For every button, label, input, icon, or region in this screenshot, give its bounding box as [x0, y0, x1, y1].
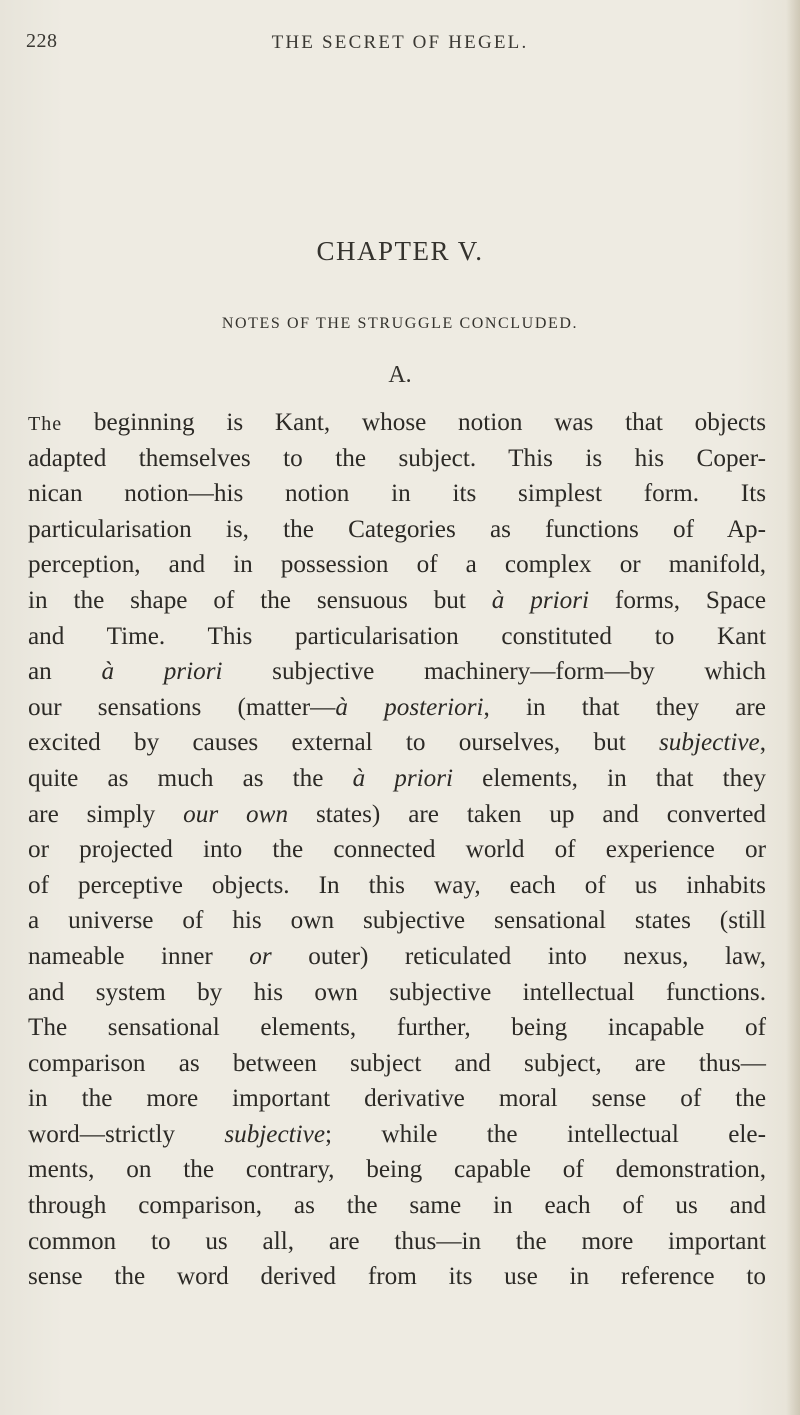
- text-run: in the shape of the sensuous but: [28, 586, 492, 614]
- text-run: states) are taken up and converted: [288, 800, 766, 828]
- text-run: ments, on the contrary, being capable of demonstration,: [28, 1156, 766, 1184]
- text-run: quite as much as the: [28, 764, 353, 792]
- text-run: ,: [759, 729, 766, 757]
- text-run: forms, Space: [589, 586, 767, 614]
- text-line: [28, 405, 766, 441]
- text-line: [28, 690, 766, 726]
- text-run: a universe of his own subjective sensational states (still: [28, 907, 766, 935]
- text-line: [28, 1259, 766, 1295]
- text-run: elements, in that they: [453, 764, 766, 792]
- text-run: our sensations (matter—: [28, 693, 336, 721]
- text-line: [28, 476, 766, 512]
- text-line: [28, 1224, 766, 1260]
- text-run: comparison as between subject and subject, are thus—: [28, 1049, 766, 1077]
- text-run: beginning is Kant, whose notion was that objects: [62, 409, 766, 436]
- text-line: [28, 868, 766, 904]
- italic-text: à priori: [491, 586, 590, 614]
- text-line: [28, 441, 766, 477]
- text-line: [28, 832, 766, 868]
- text-run: an: [28, 658, 102, 686]
- body-text: [28, 405, 766, 1295]
- text-run: of perceptive objects. In this way, each of us inhabits: [28, 871, 766, 899]
- running-head: THE SECRET OF HEGEL.: [271, 32, 529, 53]
- text-run: and Time. This particularisation constituted to Kant: [28, 622, 766, 650]
- italic-text: à priori: [101, 658, 223, 686]
- text-run: nican notion—his notion in its simplest form. Its: [28, 480, 766, 508]
- text-run: subjective machinery—form—by which: [222, 658, 766, 686]
- text-run: excited by causes external to ourselves, but: [28, 729, 659, 757]
- text-line: [28, 975, 766, 1011]
- italic-text: or: [249, 942, 272, 970]
- text-line: [28, 512, 766, 548]
- text-run: nameable inner: [28, 942, 250, 970]
- text-run: word—strictly: [28, 1120, 225, 1148]
- text-line: [28, 547, 766, 583]
- text-line: [28, 1081, 766, 1117]
- small-caps-text: The: [28, 413, 63, 435]
- italic-text: à posteriori: [335, 693, 484, 721]
- chapter-subtitle: NOTES OF THE STRUGGLE CONCLUDED.: [221, 315, 579, 332]
- italic-text: our own: [183, 800, 289, 828]
- text-line: [28, 725, 766, 761]
- text-run: through comparison, as the same in each of us and: [28, 1192, 766, 1220]
- text-run: particularisation is, the Categories as functions of Ap-: [28, 515, 766, 543]
- text-run: ; while the intellectual ele-: [325, 1120, 766, 1148]
- text-run: in the more important derivative moral sense of the: [28, 1085, 766, 1113]
- text-run: The sensational elements, further, being incapable of: [28, 1014, 766, 1042]
- text-line: [28, 583, 766, 619]
- text-line: [28, 1188, 766, 1224]
- text-line: [28, 1117, 766, 1153]
- text-line: [28, 619, 766, 655]
- section-letter: A.: [388, 362, 412, 388]
- text-line: [28, 939, 766, 975]
- text-run: and system by his own subjective intellectual functions.: [28, 978, 766, 1006]
- text-run: perception, and in possession of a complex or manifold,: [28, 551, 766, 579]
- text-line: [28, 797, 766, 833]
- italic-text: subjective: [659, 729, 760, 757]
- text-line: [28, 654, 766, 690]
- chapter-title: CHAPTER V.: [316, 236, 484, 266]
- page-edge-shadow: [786, 0, 800, 1415]
- page-number: 228: [26, 30, 58, 52]
- italic-text: subjective: [224, 1120, 326, 1148]
- text-run: or projected into the connected world of experience or: [28, 836, 766, 864]
- text-run: outer) reticulated into nexus, law,: [271, 942, 766, 970]
- text-line: [28, 1010, 766, 1046]
- text-run: , in that they are: [483, 693, 766, 721]
- text-run: adapted themselves to the subject. This is his Coper-: [28, 444, 766, 472]
- text-line: [28, 761, 766, 797]
- text-run: sense the word derived from its use in reference to: [28, 1263, 766, 1291]
- text-run: common to us all, are thus—in the more important: [28, 1227, 766, 1255]
- italic-text: à priori: [352, 764, 454, 792]
- text-run: are simply: [28, 800, 184, 828]
- text-line: [28, 1152, 766, 1188]
- text-line: [28, 903, 766, 939]
- text-line: [28, 1046, 766, 1082]
